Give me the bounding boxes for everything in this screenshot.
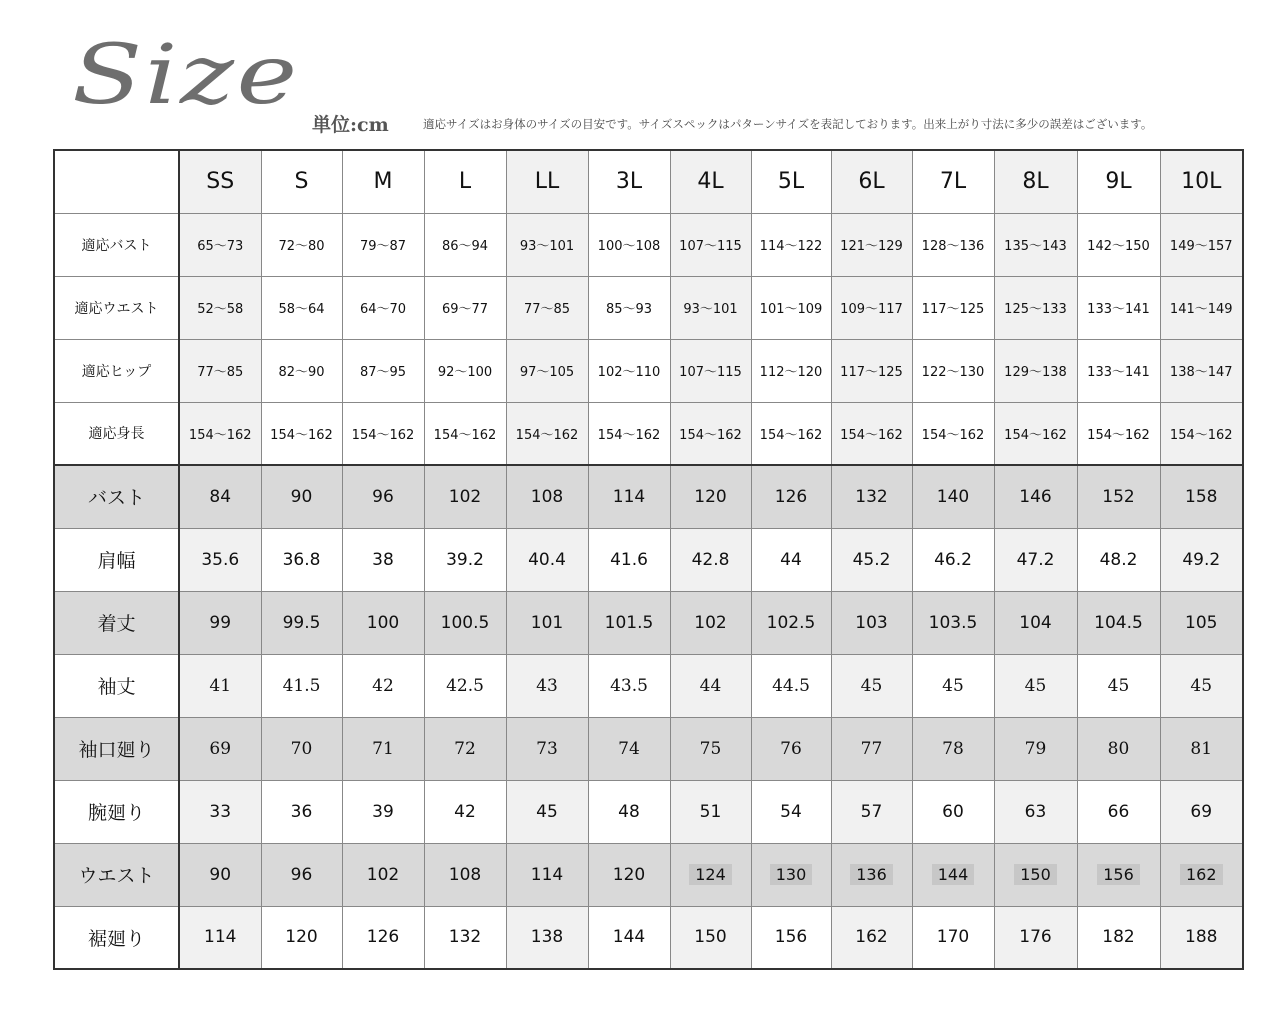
- spec-value: 42: [342, 654, 424, 717]
- fit-value: 101〜109: [751, 276, 831, 339]
- size-header: 5L: [751, 150, 831, 213]
- fit-value: 82〜90: [261, 339, 342, 402]
- spec-value: 114: [179, 906, 261, 969]
- spec-value: 114: [588, 465, 670, 528]
- spec-value: 99.5: [261, 591, 342, 654]
- row-label: 裾廻り: [54, 906, 179, 969]
- fit-value: 154〜162: [424, 402, 506, 465]
- spec-value: 42.5: [424, 654, 506, 717]
- spec-value: 36.8: [261, 528, 342, 591]
- spec-value: 63: [994, 780, 1077, 843]
- spec-value: 170: [912, 906, 994, 969]
- fit-value: 154〜162: [670, 402, 751, 465]
- spec-value: 51: [670, 780, 751, 843]
- size-header: S: [261, 150, 342, 213]
- fit-value: 64〜70: [342, 276, 424, 339]
- spec-value: 46.2: [912, 528, 994, 591]
- fit-value: 72〜80: [261, 213, 342, 276]
- spec-value: 96: [261, 843, 342, 906]
- spec-value: 43: [506, 654, 588, 717]
- spec-value: 156: [751, 906, 831, 969]
- spec-value: 102.5: [751, 591, 831, 654]
- size-header: 7L: [912, 150, 994, 213]
- spec-value: 77: [831, 717, 912, 780]
- spec-value: 103: [831, 591, 912, 654]
- fit-value: 77〜85: [506, 276, 588, 339]
- fit-value: 52〜58: [179, 276, 261, 339]
- spec-row: [54, 654, 1243, 717]
- spec-value: 40.4: [506, 528, 588, 591]
- spec-value: 84: [179, 465, 261, 528]
- spec-value: 45: [912, 654, 994, 717]
- spec-value: 74: [588, 717, 670, 780]
- spec-value: 81: [1160, 717, 1243, 780]
- fit-value: 100〜108: [588, 213, 670, 276]
- fit-value: 112〜120: [751, 339, 831, 402]
- spec-value: 100.5: [424, 591, 506, 654]
- fit-value: 114〜122: [751, 213, 831, 276]
- fit-value: 138〜147: [1160, 339, 1243, 402]
- spec-value: 38: [342, 528, 424, 591]
- spec-value: 33: [179, 780, 261, 843]
- fit-value: 92〜100: [424, 339, 506, 402]
- spec-value: 45: [1160, 654, 1243, 717]
- row-label: 適応ヒップ: [54, 339, 179, 402]
- spec-value: 146: [994, 465, 1077, 528]
- spec-value: 47.2: [994, 528, 1077, 591]
- spec-value: 158: [1160, 465, 1243, 528]
- spec-value: 69: [1160, 780, 1243, 843]
- spec-value: 78: [912, 717, 994, 780]
- fit-value: 129〜138: [994, 339, 1077, 402]
- highlighted-value: 136: [850, 864, 893, 885]
- spec-value: 72: [424, 717, 506, 780]
- spec-value: 39: [342, 780, 424, 843]
- spec-value: 73: [506, 717, 588, 780]
- fit-value: 154〜162: [994, 402, 1077, 465]
- highlighted-value: 150: [1014, 864, 1057, 885]
- fit-value: 154〜162: [831, 402, 912, 465]
- fit-value: 102〜110: [588, 339, 670, 402]
- fit-row: [54, 339, 1243, 402]
- spec-row: [54, 465, 1243, 528]
- spec-value: 102: [342, 843, 424, 906]
- spec-value: 36: [261, 780, 342, 843]
- spec-value: 104: [994, 591, 1077, 654]
- spec-value: 120: [588, 843, 670, 906]
- spec-value: 101.5: [588, 591, 670, 654]
- spec-value: [1077, 843, 1160, 906]
- spec-row: [54, 528, 1243, 591]
- fit-value: 154〜162: [1160, 402, 1243, 465]
- row-label: 適応バスト: [54, 213, 179, 276]
- fit-value: 149〜157: [1160, 213, 1243, 276]
- fit-row: [54, 213, 1243, 276]
- fit-value: 65〜73: [179, 213, 261, 276]
- highlighted-value: 162: [1180, 864, 1223, 885]
- spec-value: 43.5: [588, 654, 670, 717]
- spec-value: 42.8: [670, 528, 751, 591]
- spec-value: 150: [670, 906, 751, 969]
- row-label: 適応身長: [54, 402, 179, 465]
- spec-value: 39.2: [424, 528, 506, 591]
- spec-value: 100: [342, 591, 424, 654]
- fit-value: 133〜141: [1077, 339, 1160, 402]
- spec-value: 49.2: [1160, 528, 1243, 591]
- highlighted-value: 130: [770, 864, 813, 885]
- spec-row: [54, 717, 1243, 780]
- size-header: 8L: [994, 150, 1077, 213]
- size-table: [53, 149, 1244, 970]
- spec-value: 45: [994, 654, 1077, 717]
- fit-value: 87〜95: [342, 339, 424, 402]
- fit-value: 69〜77: [424, 276, 506, 339]
- fit-value: 58〜64: [261, 276, 342, 339]
- spec-value: 188: [1160, 906, 1243, 969]
- fit-value: 154〜162: [751, 402, 831, 465]
- fit-value: 86〜94: [424, 213, 506, 276]
- fit-value: 121〜129: [831, 213, 912, 276]
- spec-value: 120: [261, 906, 342, 969]
- spec-value: 99: [179, 591, 261, 654]
- fit-value: 154〜162: [1077, 402, 1160, 465]
- highlighted-value: 124: [689, 864, 732, 885]
- fit-value: 85〜93: [588, 276, 670, 339]
- spec-value: 80: [1077, 717, 1160, 780]
- fit-value: 107〜115: [670, 339, 751, 402]
- fit-value: 142〜150: [1077, 213, 1160, 276]
- spec-value: 102: [670, 591, 751, 654]
- spec-value: 42: [424, 780, 506, 843]
- spec-value: 48.2: [1077, 528, 1160, 591]
- spec-value: 66: [1077, 780, 1160, 843]
- spec-value: [994, 843, 1077, 906]
- fit-value: 135〜143: [994, 213, 1077, 276]
- spec-value: 102: [424, 465, 506, 528]
- spec-value: 57: [831, 780, 912, 843]
- fit-value: 122〜130: [912, 339, 994, 402]
- corner-cell: [54, 150, 179, 213]
- spec-row: [54, 843, 1243, 906]
- spec-value: 44.5: [751, 654, 831, 717]
- spec-value: 69: [179, 717, 261, 780]
- spec-value: 71: [342, 717, 424, 780]
- spec-value: 176: [994, 906, 1077, 969]
- highlighted-value: 156: [1097, 864, 1140, 885]
- size-header: 6L: [831, 150, 912, 213]
- fit-value: 109〜117: [831, 276, 912, 339]
- spec-value: 132: [831, 465, 912, 528]
- spec-value: 70: [261, 717, 342, 780]
- spec-value: 120: [670, 465, 751, 528]
- fit-value: 79〜87: [342, 213, 424, 276]
- spec-value: 41.5: [261, 654, 342, 717]
- row-label: バスト: [54, 465, 179, 528]
- row-label: ウエスト: [54, 843, 179, 906]
- spec-row: [54, 591, 1243, 654]
- spec-value: 140: [912, 465, 994, 528]
- row-label: 袖口廻り: [54, 717, 179, 780]
- fit-value: 141〜149: [1160, 276, 1243, 339]
- spec-value: [670, 843, 751, 906]
- size-header: SS: [179, 150, 261, 213]
- page-title: Size: [72, 28, 300, 123]
- spec-row: [54, 780, 1243, 843]
- spec-value: 108: [424, 843, 506, 906]
- fit-value: 154〜162: [912, 402, 994, 465]
- fit-value: 107〜115: [670, 213, 751, 276]
- fit-value: 154〜162: [506, 402, 588, 465]
- spec-value: 41.6: [588, 528, 670, 591]
- size-note: 適応サイズはお身体のサイズの目安です。サイズスペックはパターンサイズを表記しております。出来上がり寸法に多少の誤差はございます。: [423, 117, 1153, 131]
- spec-value: 144: [588, 906, 670, 969]
- spec-row: [54, 906, 1243, 969]
- spec-value: 44: [751, 528, 831, 591]
- size-header: 9L: [1077, 150, 1160, 213]
- spec-value: 132: [424, 906, 506, 969]
- unit-label: 単位:cm: [312, 114, 389, 136]
- spec-value: [912, 843, 994, 906]
- spec-value: [831, 843, 912, 906]
- fit-value: 125〜133: [994, 276, 1077, 339]
- row-label: 袖丈: [54, 654, 179, 717]
- spec-value: 126: [751, 465, 831, 528]
- spec-value: 75: [670, 717, 751, 780]
- size-header: 10L: [1160, 150, 1243, 213]
- spec-value: 76: [751, 717, 831, 780]
- row-label: 腕廻り: [54, 780, 179, 843]
- spec-value: 96: [342, 465, 424, 528]
- fit-row: [54, 276, 1243, 339]
- spec-value: 48: [588, 780, 670, 843]
- spec-value: 138: [506, 906, 588, 969]
- size-header: L: [424, 150, 506, 213]
- fit-value: 97〜105: [506, 339, 588, 402]
- spec-value: 114: [506, 843, 588, 906]
- fit-value: 93〜101: [670, 276, 751, 339]
- fit-value: 154〜162: [261, 402, 342, 465]
- fit-value: 154〜162: [179, 402, 261, 465]
- size-header: LL: [506, 150, 588, 213]
- fit-value: 117〜125: [831, 339, 912, 402]
- highlighted-value: 144: [932, 864, 975, 885]
- spec-value: 90: [179, 843, 261, 906]
- spec-value: 41: [179, 654, 261, 717]
- spec-value: [1160, 843, 1243, 906]
- fit-value: 133〜141: [1077, 276, 1160, 339]
- size-header: 4L: [670, 150, 751, 213]
- spec-value: 54: [751, 780, 831, 843]
- spec-value: 45: [831, 654, 912, 717]
- spec-value: 79: [994, 717, 1077, 780]
- fit-row: [54, 402, 1243, 465]
- spec-value: 45: [506, 780, 588, 843]
- fit-value: 93〜101: [506, 213, 588, 276]
- spec-value: 104.5: [1077, 591, 1160, 654]
- size-header-row: [54, 150, 1243, 213]
- spec-value: 126: [342, 906, 424, 969]
- row-label: 肩幅: [54, 528, 179, 591]
- fit-value: 77〜85: [179, 339, 261, 402]
- spec-value: 45.2: [831, 528, 912, 591]
- spec-value: 45: [1077, 654, 1160, 717]
- spec-value: 103.5: [912, 591, 994, 654]
- spec-value: 90: [261, 465, 342, 528]
- row-label: 着丈: [54, 591, 179, 654]
- size-header: 3L: [588, 150, 670, 213]
- spec-value: 182: [1077, 906, 1160, 969]
- spec-value: 162: [831, 906, 912, 969]
- fit-value: 154〜162: [588, 402, 670, 465]
- spec-value: 60: [912, 780, 994, 843]
- fit-value: 154〜162: [342, 402, 424, 465]
- spec-value: 108: [506, 465, 588, 528]
- spec-value: 44: [670, 654, 751, 717]
- size-header: M: [342, 150, 424, 213]
- fit-value: 128〜136: [912, 213, 994, 276]
- spec-value: 105: [1160, 591, 1243, 654]
- spec-value: [751, 843, 831, 906]
- row-label: 適応ウエスト: [54, 276, 179, 339]
- spec-value: 35.6: [179, 528, 261, 591]
- spec-value: 152: [1077, 465, 1160, 528]
- spec-value: 101: [506, 591, 588, 654]
- fit-value: 117〜125: [912, 276, 994, 339]
